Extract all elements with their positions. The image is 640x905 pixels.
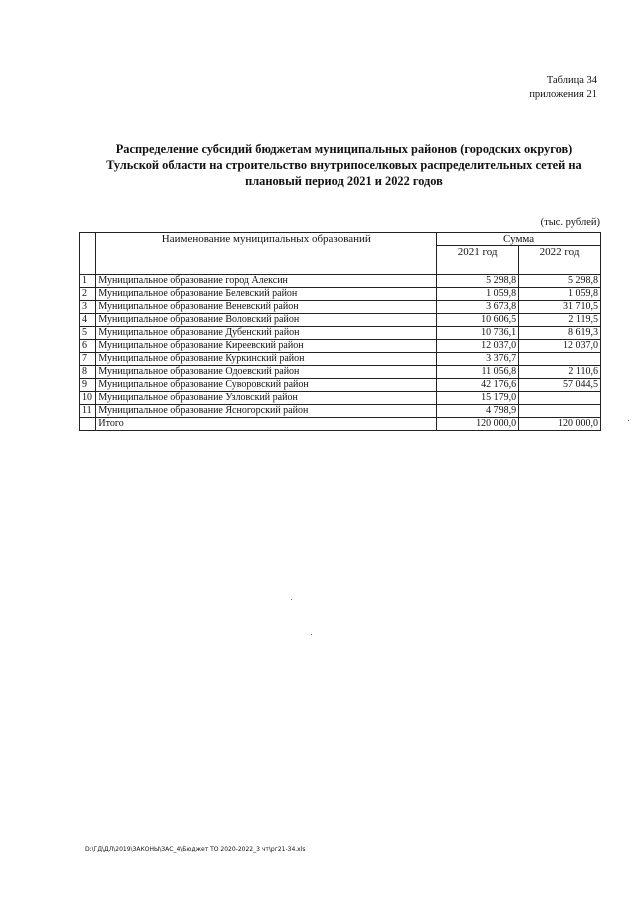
row-2021: 11 056,8 [437,366,519,379]
table-row [80,392,601,405]
table-reference [529,74,597,102]
title-line-3: плановый период 2021 и 2022 годов [245,174,443,188]
title-line-1: Распределение субсидий бюджетам муниципальных районов (городских округов) [115,142,573,156]
scan-speck [628,420,629,421]
total-label: Итого [96,418,437,431]
scan-speck [291,599,292,600]
total-2021: 120 000,0 [437,418,519,431]
row-2021: 10 736,1 [437,327,519,340]
row-2022: 2 110,6 [519,366,601,379]
row-2022: 57 044,5 [519,379,601,392]
row-number: 4 [80,314,96,327]
subsidy-table [79,232,601,431]
row-2021: 4 798,9 [437,405,519,418]
row-number: 9 [80,379,96,392]
table-row [80,353,601,366]
header-2022: 2022 год [519,246,601,275]
row-number: 8 [80,366,96,379]
row-2022: 12 037,0 [519,340,601,353]
row-2021: 15 179,0 [437,392,519,405]
row-name: Муниципальное образование Куркинский район [96,353,437,366]
row-number: 6 [80,340,96,353]
total-row [80,418,601,431]
row-2021: 10 606,5 [437,314,519,327]
table-row [80,314,601,327]
row-name: Муниципальное образование Дубенский район [96,327,437,340]
row-name: Муниципальное образование Воловский район [96,314,437,327]
row-2021: 3 673,8 [437,301,519,314]
total-2022: 120 000,0 [519,418,601,431]
row-name: Муниципальное образование Белевский район [96,288,437,301]
row-2022: 8 619,3 [519,327,601,340]
table-row [80,288,601,301]
row-number: 11 [80,405,96,418]
row-name: Муниципальное образование Одоевский район [96,366,437,379]
table-number: Таблица 34 [546,75,597,86]
table-row [80,405,601,418]
row-number: 3 [80,301,96,314]
row-number: 7 [80,353,96,366]
table-row [80,327,601,340]
header-sum: Сумма [437,233,601,246]
table-row [80,366,601,379]
scan-speck [311,634,312,635]
row-number: 5 [80,327,96,340]
table-row [80,301,601,314]
row-name: Муниципальное образование Ясногорский район [96,405,437,418]
row-number: 2 [80,288,96,301]
row-2021: 12 037,0 [437,340,519,353]
row-name: Муниципальное образование город Алексин [96,275,437,288]
title-line-2: Тульской области на строительство внутрипоселковых распределительных сетей на [106,158,582,172]
row-name: Муниципальное образование Суворовский район [96,379,437,392]
units-label: (тыс. рублей) [540,217,600,228]
row-2022: 31 710,5 [519,301,601,314]
row-2022 [519,405,601,418]
row-name: Муниципальное образование Узловский район [96,392,437,405]
row-2021: 1 059,8 [437,288,519,301]
table-row [80,379,601,392]
file-path-footer: D:\ГД\ДЛ\2019\ЗАКОНЫ\ЗАС_4\Бюджет ТО 2020-2022_3 чт\рг21-34.xls [85,846,306,853]
table-row [80,340,601,353]
header-name: Наименование муниципальных образований [96,233,437,275]
row-2021: 5 298,8 [437,275,519,288]
row-2021: 42 176,6 [437,379,519,392]
total-number-cell [80,418,96,431]
row-2022: 5 298,8 [519,275,601,288]
row-number: 10 [80,392,96,405]
row-2022 [519,353,601,366]
row-name: Муниципальное образование Киреевский район [96,340,437,353]
table-row [80,275,601,288]
header-number-cell [80,233,96,275]
header-2021: 2021 год [437,246,519,275]
row-number: 1 [80,275,96,288]
row-2022: 2 119,5 [519,314,601,327]
appendix-number: приложения 21 [529,89,597,100]
document-title [70,141,618,189]
row-2022: 1 059,8 [519,288,601,301]
row-2022 [519,392,601,405]
row-2021: 3 376,7 [437,353,519,366]
row-name: Муниципальное образование Веневский район [96,301,437,314]
